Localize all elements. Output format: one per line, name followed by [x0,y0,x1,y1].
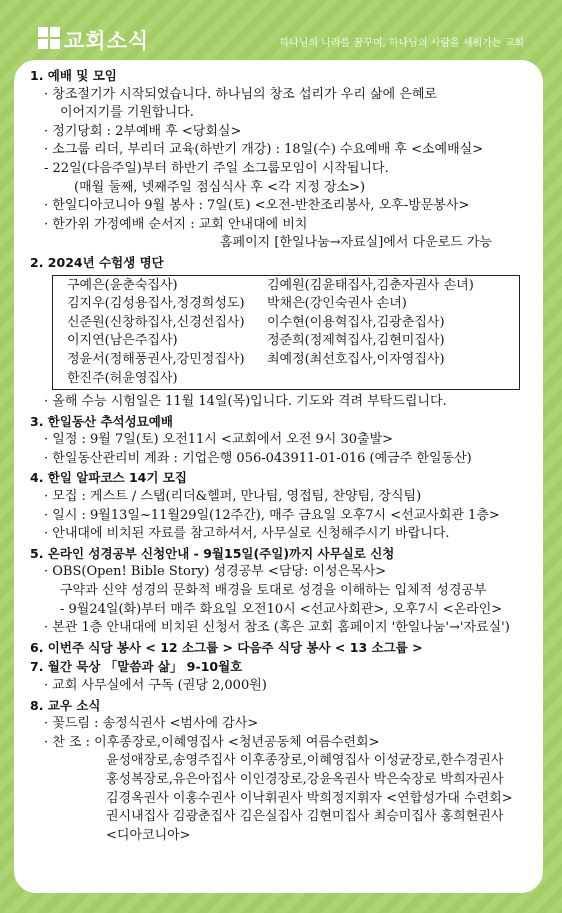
news-line: 권시내집사 김광춘집사 김은실집사 김현미집사 최승미집사 홍희현권사 [106,809,504,825]
news-line: 이어지기를 기원합니다. [60,105,194,121]
news-line: - 9월24일(화)부터 매주 화요일 오전10시 <선교사회관>, 오후7시 <온라인> [60,601,503,617]
news-line: · 한일동산관리비 계좌 : 기업은행 056-043911-01-016 (예금주 한일동산) [44,450,472,466]
logo-icon [38,27,60,49]
footer-credit: 제작 그레뉴 02)272-4667, 2265-2420 www.gntoim.co.kr [393,887,530,893]
news-line: · 한일디아코니아 9월 봉사 : 7일(토) <오전-반찬조리봉사, 오후-방문봉사> [44,198,470,214]
roster-name: 구예은(윤춘숙집사) [67,277,178,293]
news-line: 김경옥권사 이홍수권사 이낙휘권사 박희정지휘자 <연합성가대 수련회> [106,790,513,806]
roster-row [67,351,519,370]
church-news [30,66,540,845]
roster-name: 박채은(강인숙권사 손녀) [267,296,407,312]
header [0,0,562,60]
news-line: 구약과 신약 성경의 문화적 배경을 토대로 성경을 이해하는 입체적 성경공부 [60,583,487,599]
section-heading: 8. 교우 소식 [30,697,101,713]
news-line: · 안내대에 비치된 자료를 참고하셔서, 사무실로 신청해주시기 바랍니다. [44,526,450,542]
roster-name: 김예원(김윤태집사,김춘자권사 손녀) [267,277,474,293]
roster-name: 신준원(신창하집사,신경선집사) [67,314,245,330]
news-line: 홍성복장로,유은아집사 이인경장로,강윤옥권사 박은숙장로 박희자권사 [106,771,504,787]
news-line: (매월 둘째, 넷째주일 점심식사 후 <각 지정 장소>) [74,179,366,195]
section-heading: 6. 이번주 식당 봉사 < 12 소그룹 > 다음주 식당 봉사 < 13 소그룹 > [30,639,423,655]
news-line: · 꽃드림 : 송정식권사 <범사에 감사> [44,716,259,732]
roster-row [67,332,519,351]
news-line: · OBS(Open! Bible Story) 성경공부 <담당: 이성은목사> [44,564,387,580]
news-line: · 올해 수능 시험일은 11월 14일(목)입니다. 기도와 격려 부탁드립니다. [44,394,447,410]
section-heading: 2. 2024년 수험생 명단 [30,254,164,270]
section-heading: 4. 한일 알파코스 14기 모집 [30,470,187,486]
news-line: · 일정 : 9월 7일(토) 오전11시 <교회에서 오전 9시 30출발> [44,432,394,448]
news-line: · 찬 조 : 이후종장로,이혜영집사 <청년공동체 여름수련회> [44,734,380,750]
roster-row [67,277,519,296]
roster-name: 이수현(이용혁집사,김광춘집사) [267,314,445,330]
roster-name: 한진주(허윤영집사) [67,370,178,386]
news-line: <디아코니아> [106,827,191,843]
news-line: 홈페이지 [한일나눔→자료실]에서 다운로드 가능 [220,235,493,251]
section-heading: 7. 월간 묵상 「말씀과 삶」 9-10월호 [30,659,243,675]
section-heading: 1. 예배 및 모임 [30,68,117,83]
news-line: · 모집 : 게스트 / 스탭(리더&헬퍼, 만나팀, 영접팀, 찬양팀, 장식팀) [44,489,422,505]
roster-name: 이지연(남은주집사) [67,333,178,349]
news-line: · 창조절기가 시작되었습니다. 하나님의 창조 섭리가 우리 삶에 은혜로 [44,86,437,102]
page-title: 교회소식 [64,29,150,53]
news-line: · 정기당회 : 2부예배 후 <당회실> [44,123,242,139]
section-heading: 5. 온라인 성경공부 신청안내 - 9월15일(주일)까지 사무실로 신청 [30,545,395,561]
section-heading: 3. 한일동산 추석성묘예배 [30,413,173,429]
roster-name: 정준희(정제혁집사,김현미집사) [267,333,445,349]
news-line: · 본관 1층 안내대에 비치된 신청서 참조 (혹은 교회 홈페이지 '한일나눔'→'자료실') [44,620,510,636]
student-roster [52,275,520,391]
roster-name: 최예정(최선호집사,이자영집사) [267,351,445,367]
church-motto: 하나님의 나라를 꿈꾸며, 하나님의 사람을 세워가는 교회 [279,38,524,49]
news-line: - 22일(다음주일)부터 하반기 주일 소그룹모임이 시작됩니다. [44,160,389,176]
news-line: · 소그룹 리더, 부리더 교육(하반기 개강) : 18일(수) 수요예배 후 <소예배실> [44,142,484,158]
roster-name: 정윤서(정해풍권사,강민정집사) [67,351,245,367]
news-line: · 교회 사무실에서 구독 (권당 2,000원) [44,678,267,693]
roster-row [67,314,519,333]
roster-row [67,370,519,389]
news-line: 윤성애장로,송영주집사 이후종장로,이혜영집사 이성균장로,한수경권사 [106,753,504,769]
news-line: · 일시 : 9월13일~11월29일(12주간), 매주 금요일 오후7시 <선교사회관 1층> [44,507,500,523]
roster-row [67,295,519,314]
roster-name: 김지우(김성용집사,정경희성도) [67,296,245,312]
news-line: · 한가위 가정예배 순서지 : 교회 안내대에 비치 [44,216,308,232]
